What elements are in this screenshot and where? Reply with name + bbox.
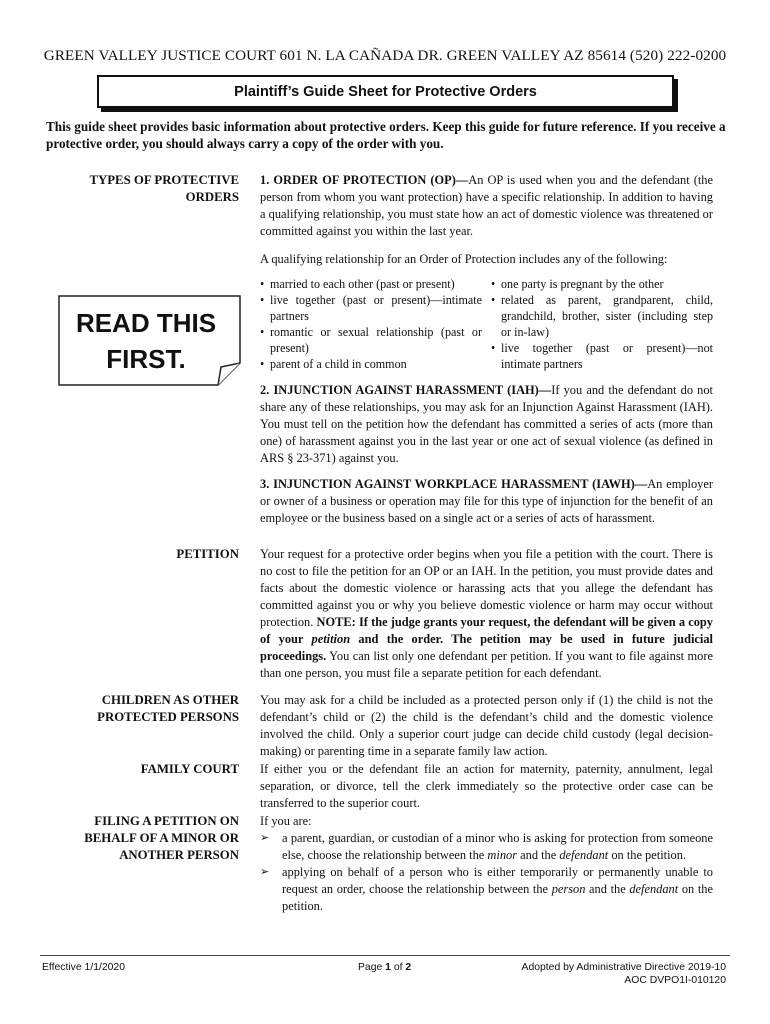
label-children-protected-persons: CHILDREN AS OTHER PROTECTED PERSONS [97,693,239,724]
op-text: An OP is used when you and the defendant (the person from whom you want protection) have a specific relationship. In addition to having a qualifying relationship, you must state how an act of domestic violence was threatened or committed against you within the last year. [260,173,713,238]
footer-page-number: Page 1 of 2 [358,962,412,973]
list-item: • related as parent, grandparent, child, grandchild, brother, sister (including step or in-law) [491,293,713,339]
label-types-of-protective-orders: TYPES OF PROTECTIVE ORDERS [89,173,239,204]
court-header: GREEN VALLEY JUSTICE COURT 601 N. LA CAÑADA DR. GREEN VALLEY AZ 85614 (520) 222-0200 [43,47,727,64]
list-item: • married to each other (past or present) [260,277,455,291]
arrow-bullet-icon: ➢ [260,866,270,878]
relationships-left-list [260,276,482,372]
page-title: Plaintiff’s Guide Sheet for Protective Orders [234,83,537,100]
list-item: • one party is pregnant by the other [491,277,664,291]
section-family-court: If either you or the defendant file an action for maternity, paternity, annulment, legal separation, or divorce, tell the clerk immediately so the protective order case can be transferred to the superior court. [260,762,713,810]
label-family-court: FAMILY COURT [140,762,239,776]
title-box [97,75,674,108]
label-filing-on-behalf: FILING A PETITION ON BEHALF OF A MINOR OR ANOTHER PERSON [84,814,239,862]
sticker-text: READ THIS FIRST. [75,308,217,374]
list-item: ➢ a parent, guardian, or custodian of a minor who is asking for protection from someone else, choose the relationship between the minor and the defendant on the petition. [260,831,713,862]
list-item: • live together (past or present)—intimate partners [260,293,482,323]
label-petition: PETITION [176,547,239,561]
footer-effective-date: Effective 1/1/2020 [42,962,125,973]
intro-paragraph: This guide sheet provides basic information about protective orders. Keep this guide for future reference. If you receive a protective order, you should always carry a copy of the order with you. [46,119,726,151]
section-order-of-protection [260,172,713,240]
op-heading: 1. ORDER OF PROTECTION (OP)— [260,173,469,187]
list-item: ➢ applying on behalf of a person who is either temporarily or permanently unable to request an order, choose the relationship between the person and the defendant on the petition. [260,865,713,913]
section-filing-on-behalf [260,813,713,915]
arrow-bullet-icon: ➢ [260,832,270,844]
iah-text: If you and the defendant do not share any of these relationships, you may ask for an Injunction Against Harassment (IAH). You must tell on the petition how the defendant has committed a series of acts (more than one) of harassment against you in the last year or one act of sexual violence (as defined in ARS § 23-371) against you. [260,383,714,465]
section-children: You may ask for a child be included as a protected person only if (1) the child is not the defendant’s child or (2) the child is the defendant’s child and the domestic violence involved the child. Only a superior court judge can decide child custody (legal decision-making) or parenting time in a separate family law action. [260,693,713,758]
footer-adoption-info: Adopted by Administrative Directive 2019-10 AOC DVPO1I-010120 [521,962,726,986]
filing-intro: If you are: [260,814,312,828]
qualifying-intro: A qualifying relationship for an Order of Protection includes any of the following: [260,252,668,266]
list-item: • parent of a child in common [260,357,407,371]
section-petition: Your request for a protective order begins when you file a petition with the court. There is no cost to file the petition for an OP or an IAH. In the petition, you must provide dates and facts about the domestic violence or harassing acts that you allege the defendant has committed against you or why you believe domestic violence or harm may occur without protection. NOTE: If the judge grants your request, the defendant will be given a copy of your petition and the order. The petition may be used in future judicial proceedings. You can list only one defendant per petition. If you want to file against more than one person, you must file a separate petition for each defendant. [260,547,713,680]
section-injunction-against-harassment [260,382,713,467]
iawh-text: An employer or owner of a business or operation may file for this type of injunction for the benefit of an employee or the business based on a single act or a series of acts of harassment. [260,477,713,525]
relationships-right-list [491,276,713,372]
footer-divider [40,955,730,956]
list-item: • romantic or sexual relationship (past or present) [260,325,482,355]
relationship-lists [260,276,713,372]
iah-heading: 2. INJUNCTION AGAINST HARASSMENT (IAH)— [260,383,552,397]
iawh-heading: 3. INJUNCTION AGAINST WORKPLACE HARASSMENT (IAWH)— [260,477,648,491]
section-workplace-harassment [260,476,713,527]
list-item: • live together (past or present)—not intimate partners [491,341,713,371]
